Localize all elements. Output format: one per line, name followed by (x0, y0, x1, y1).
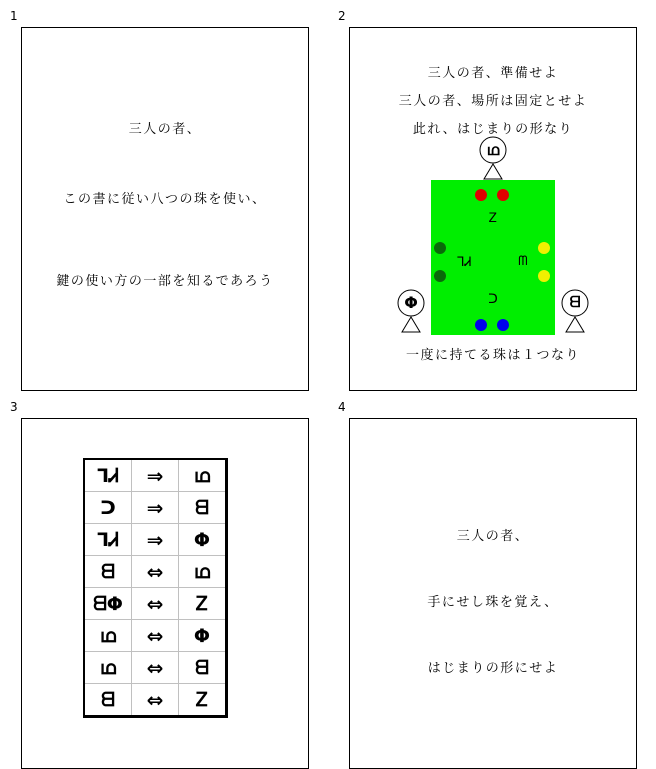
key-arrow: ⇔ (132, 652, 179, 684)
key-table (83, 458, 228, 718)
person-top (478, 136, 508, 182)
key-from: ᗺ (84, 684, 132, 717)
key-to: ഥ (179, 459, 227, 492)
key-arrow: ⇔ (132, 556, 179, 588)
panel-1-line-2: この書に従い八つの珠を使い、 (63, 192, 267, 207)
panel-2 (349, 27, 637, 391)
person-right (560, 289, 590, 335)
key-row (84, 492, 227, 524)
key-from: ᒣᏗ (84, 459, 132, 492)
field-symbol-top: Ꮓ (488, 211, 498, 226)
orb-darkgreen-2 (434, 270, 446, 282)
panel-2-caption: 一度に持てる珠は１つなり (405, 348, 580, 363)
orb-red-1 (475, 189, 487, 201)
person-left-symbol: Φ (404, 293, 418, 312)
key-to: ᗺ (179, 652, 227, 684)
key-arrow: ⇔ (132, 588, 179, 620)
key-from: ᒣᏗ (84, 524, 132, 556)
key-arrow: ⇒ (132, 459, 179, 492)
key-row (84, 588, 227, 620)
orb-blue-2 (497, 319, 509, 331)
field-symbol-bottom: ᑐ (488, 292, 498, 307)
key-row (84, 459, 227, 492)
orb-yellow-1 (538, 242, 550, 254)
field-symbol-right: ᗰ (518, 254, 528, 269)
key-row (84, 524, 227, 556)
panel-4-line-2: 手にせし珠を覚え、 (427, 595, 559, 610)
panel-2-line-2: 三人の者、場所は固定とせよ (398, 94, 588, 109)
orb-yellow-2 (538, 270, 550, 282)
key-row (84, 620, 227, 652)
orb-blue-1 (475, 319, 487, 331)
key-arrow: ⇔ (132, 620, 179, 652)
key-from: ᗺ (84, 556, 132, 588)
key-to: Ꮓ (179, 684, 227, 717)
panel-number-3: 3 (10, 400, 18, 414)
field-symbol-left: ᒣᏗ (456, 255, 472, 270)
panel-number-2: 2 (338, 9, 346, 23)
key-from: ᗺΦ (84, 588, 132, 620)
panel-2-line-3: 此れ、はじまりの形なり (412, 122, 574, 137)
key-arrow: ⇒ (132, 492, 179, 524)
panel-4 (349, 418, 637, 769)
key-arrow: ⇔ (132, 684, 179, 717)
panel-1 (21, 27, 309, 391)
person-top-symbol: ഥ (486, 141, 500, 159)
key-row (84, 556, 227, 588)
person-right-symbol: ᗺ (569, 293, 581, 311)
panel-1-line-1: 三人の者、 (128, 122, 202, 137)
key-to: Ꮓ (179, 588, 227, 620)
panel-1-line-3: 鍵の使い方の一部を知るであろう (56, 274, 274, 289)
orb-red-2 (497, 189, 509, 201)
panel-3 (21, 418, 309, 769)
panel-4-line-1: 三人の者、 (456, 529, 530, 544)
key-from: ഥ (84, 652, 132, 684)
key-to: ᗺ (179, 492, 227, 524)
key-row (84, 684, 227, 717)
key-from: ഥ (84, 620, 132, 652)
person-left (396, 289, 426, 335)
key-to: Φ (179, 524, 227, 556)
key-from: ᑐ (84, 492, 132, 524)
panel-number-1: 1 (10, 9, 18, 23)
key-to: Φ (179, 620, 227, 652)
panel-4-line-3: はじまりの形にせよ (427, 661, 559, 676)
orb-darkgreen-1 (434, 242, 446, 254)
key-to: ഥ (179, 556, 227, 588)
key-arrow: ⇒ (132, 524, 179, 556)
panel-2-line-1: 三人の者、準備せよ (427, 66, 559, 81)
key-row (84, 652, 227, 684)
green-field (431, 180, 555, 335)
panel-number-4: 4 (338, 400, 346, 414)
